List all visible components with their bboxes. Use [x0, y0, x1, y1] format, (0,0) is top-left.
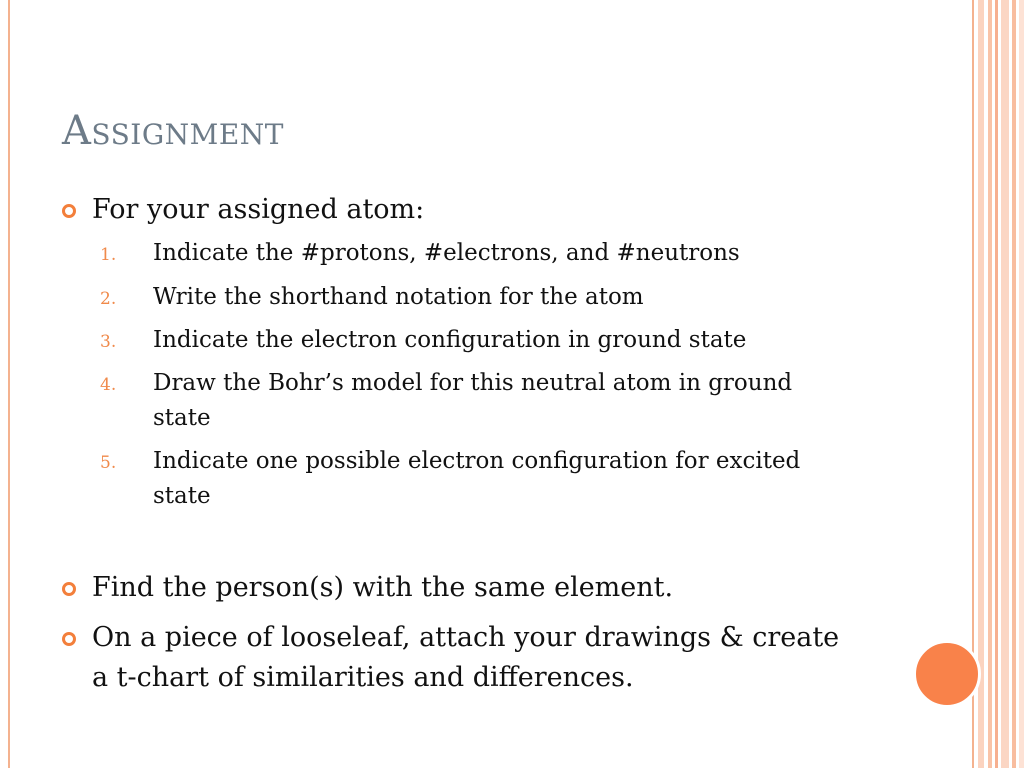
- list-number: 3.: [100, 332, 117, 352]
- list-number: 5.: [100, 453, 117, 473]
- bullet-marker-icon: [62, 582, 76, 596]
- decorative-stripe: [1019, 0, 1024, 768]
- list-item: [100, 366, 880, 436]
- decorative-stripe: [1001, 0, 1009, 768]
- bullet-item: [62, 190, 882, 230]
- list-item-text: Indicate the electron configuration in ground state: [153, 327, 747, 353]
- bullet-item: [62, 618, 852, 698]
- list-item-text: Indicate the #protons, #electrons, and #neutrons: [153, 240, 740, 266]
- list-item-text: Write the shorthand notation for the atom: [153, 284, 644, 310]
- decorative-stripe: [1012, 0, 1016, 768]
- bullet-text: Find the person(s) with the same element.: [92, 572, 674, 603]
- list-item: [100, 444, 880, 514]
- decorative-stripe: [978, 0, 984, 768]
- bullet-marker-icon: [62, 632, 76, 646]
- decorative-stripe: [988, 0, 992, 768]
- list-item: [100, 323, 880, 358]
- list-item: [100, 236, 880, 271]
- list-item: [100, 280, 880, 315]
- decorative-stripe: [995, 0, 998, 768]
- list-number: 4.: [100, 375, 117, 395]
- list-number: 2.: [100, 289, 117, 309]
- accent-circle: [913, 640, 981, 708]
- numbered-list: [100, 236, 880, 514]
- bullet-item: [62, 568, 882, 608]
- bullet-text: For your assigned atom:: [92, 194, 425, 225]
- bullet-marker-icon: [62, 204, 76, 218]
- bullet-text: On a piece of looseleaf, attach your drawings & create a t-chart of similarities and differences.: [92, 622, 840, 693]
- slide-title: Assignment: [62, 108, 284, 154]
- list-item-text: Indicate one possible electron configuration for excited state: [153, 448, 801, 509]
- list-item-text: Draw the Bohr’s model for this neutral atom in ground state: [153, 370, 793, 431]
- list-number: 1.: [100, 245, 117, 265]
